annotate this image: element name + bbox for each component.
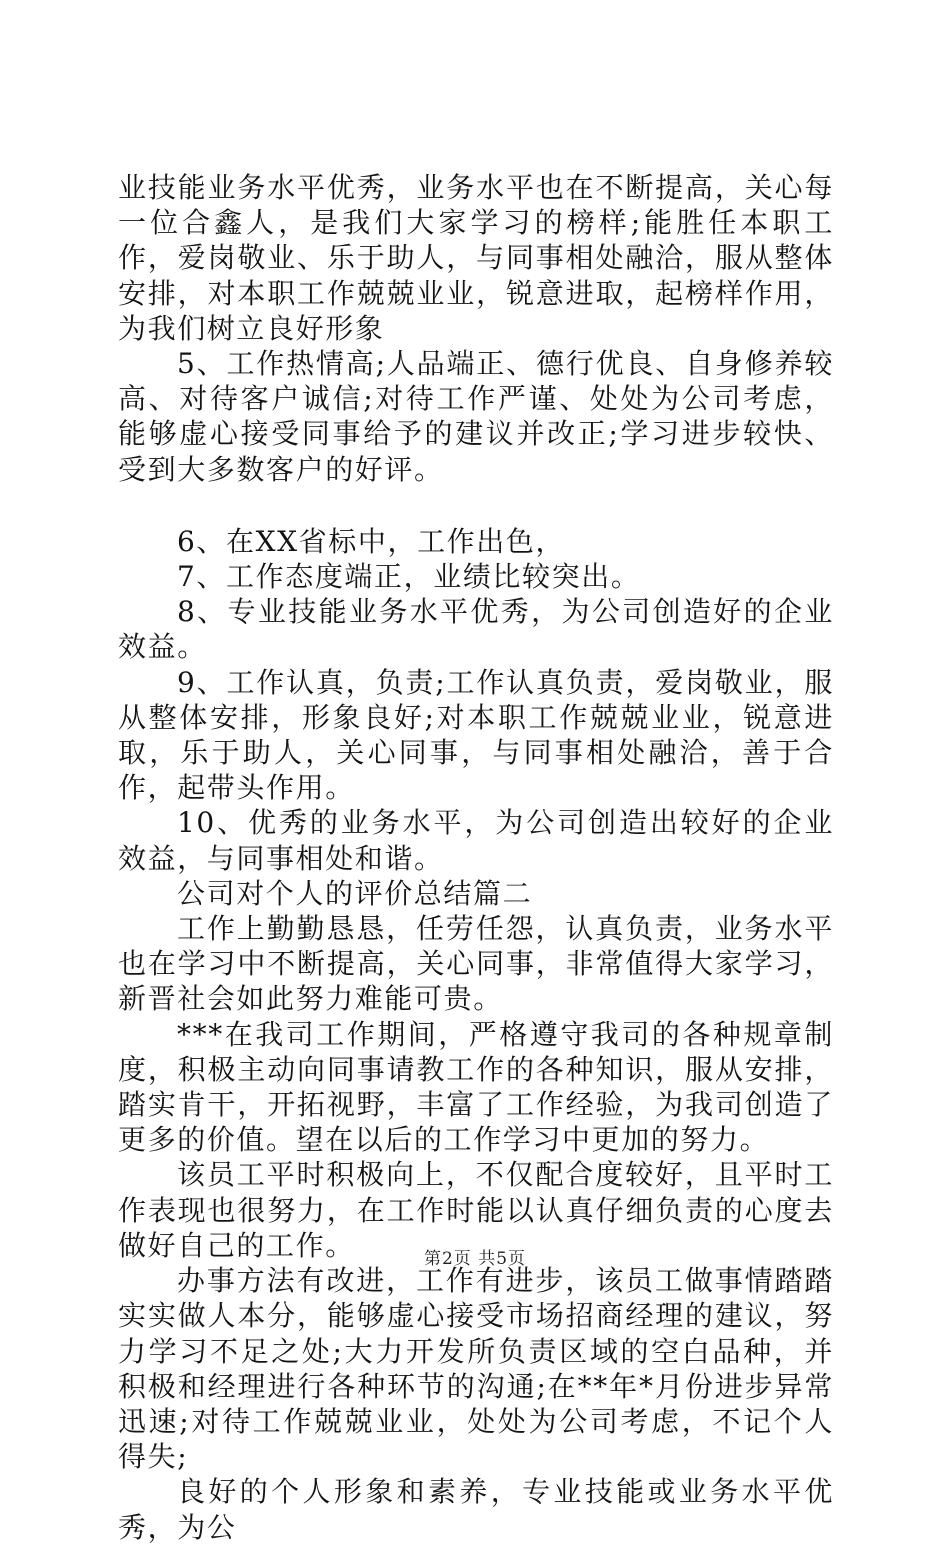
paragraph-evaluation-4: 办事方法有改进，工作有进步，该员工做事情踏踏实实做人本分，能够虚心接受市场招商经理的建议，努力学习不足之处;大力开发所负责区域的空白品种，并积极和经理进行各种环节的沟通;在**年*月份进步异常迅速;对待工作兢兢业业，处处为公司考虑，不记个人得失; [118,1264,834,1474]
paragraph-item-9: 9、工作认真，负责;工作认真负责，爱岗敬业，服从整体安排，形象良好;对本职工作兢兢业业，锐意进取，乐于助人，关心同事，与同事相处融洽，善于合作，起带头作用。 [118,665,834,805]
document-body [118,170,834,1545]
paragraph-item-7: 7、工作态度端正，业绩比较突出。 [177,560,641,594]
paragraph-evaluation-3: 该员工平时积极向上，不仅配合度较好，且平时工作表现也很努力，在工作时能以认真仔细负责的心度去做好自己的工作。 [118,1158,834,1262]
paragraph-evaluation-2: ***在我司工作期间，严格遵守我司的各种规章制度，积极主动向同事请教工作的各种知识，服从安排，踏实肯干，开拓视野，丰富了工作经验，为我司创造了更多的价值。望在以后的工作学习中更加的努力。 [118,1017,834,1157]
paragraph-continuation: 业技能业务水平优秀，业务水平也在不断提高，关心每一位合鑫人，是我们大家学习的榜样;能胜任本职工作，爱岗敬业、乐于助人，与同事相处融洽，服从整体安排，对本职工作兢兢业业，锐意进取，起榜样作用，为我们树立良好形象 [118,171,834,345]
paragraph-item-8: 8、专业技能业务水平优秀，为公司创造好的企业效益。 [118,595,834,664]
paragraph-evaluation-1: 工作上勤勤恳恳，任劳任怨，认真负责，业务水平也在学习中不断提高，关心同事，非常值得大家学习，新晋社会如此努力难能可贵。 [118,912,834,1016]
page-number-footer: 第2页 共5页 [423,1249,527,1269]
paragraph-item-10: 10、优秀的业务水平，为公司创造出较好的企业效益，与同事相处和谐。 [118,806,834,875]
paragraph-evaluation-5: 良好的个人形象和素养，专业技能或业务水平优秀，为公 [118,1475,834,1544]
paragraph-item-6: 6、在XX省标中，工作出色， [177,524,566,558]
paragraph-item-5: 5、工作热情高;人品端正、德行优良、自身修养较高、对待客户诚信;对待工作严谨、处处为公司考虑，能够虚心接受同事给予的建议并改正;学习进步较快、受到大多数客户的好评。 [118,347,834,486]
section-heading: 公司对个人的评价总结篇二 [177,876,533,910]
